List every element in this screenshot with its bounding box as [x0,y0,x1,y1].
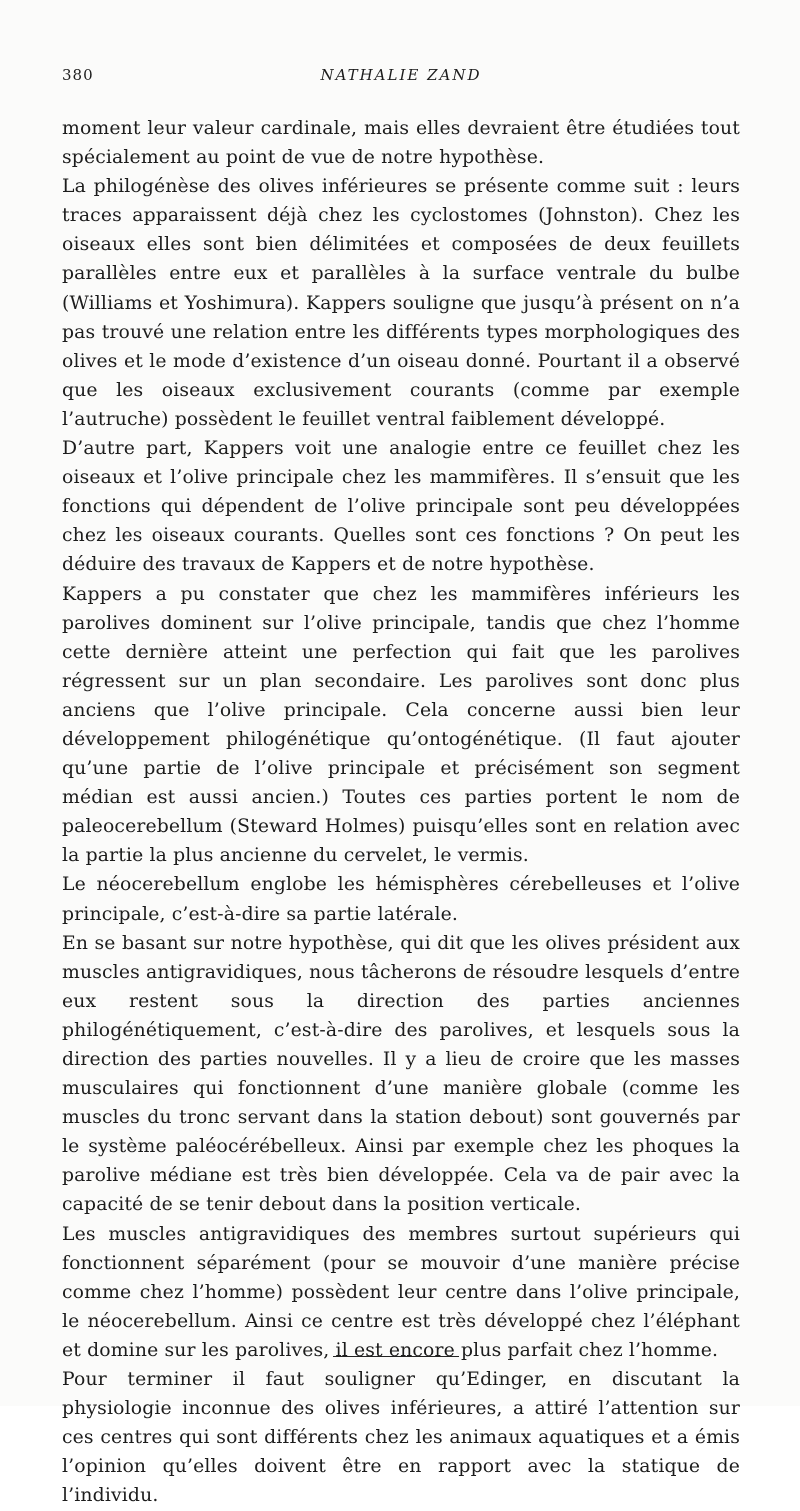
running-title: NATHALIE ZAND [320,66,482,84]
paragraph: Le néocerebellum englobe les hémisphères cérebelleuses et l’olive principale, c’est-à-dire sa partie latérale. [62,874,740,925]
end-rule [333,1356,459,1357]
body-text [62,114,740,1511]
running-head [62,66,740,90]
paragraph: Kappers a pu constater que chez les mammifères inférieurs les parolives dominent sur l’olive principale, tandis que chez l’homme cette dernière atteint une perfection qui fait que les parolives régressent sur un plan secondaire. Les parolives sont donc plus anciens que l’olive principale. Cela concerne aussi bien leur développement philogénétique qu’ontogénétique. (Il faut ajouter qu’une partie de l’olive principale et précisément son segment médian est aussi ancien.) Toutes ces parties portent le nom de paleocerebellum (Steward Holmes) puisqu’elles sont en relation avec la partie la plus ancienne du cervelet, le vermis. [62,583,740,867]
paragraph: La philogénèse des olives inférieures se présente comme suit : leurs traces apparaissent déjà chez les cyclostomes (Johnston). Chez les oiseaux elles sont bien délimitées et composées de deux feuillets parallèles entre eux et parallèles à la surface ventrale du bulbe (Williams et Yoshimura). Kappers souligne que jusqu’à présent on n’a pas trouvé une relation entre les différents types morphologiques des olives et le mode d’existence d’un oiseau donné. Pourtant il a observé que les oiseaux exclusivement courants (comme par exemple l’autruche) possèdent le feuillet ventral faiblement développé. [62,176,740,430]
paragraph: D’autre part, Kappers voit une analogie entre ce feuillet chez les oiseaux et l’olive principale chez les mammifères. Il s’ensuit que les fonctions qui dépendent de l’olive principale sont peu développées chez les oiseaux courants. Quelles sont ces fonctions ? On peut les déduire des travaux de Kappers et de notre hypothèse. [62,438,740,576]
paragraph: Pour terminer il faut souligner qu’Edinger, en discutant la physiologie inconnue des olives inférieures, a attiré l’attention sur ces centres qui sont différents chez les animaux aquatiques et a émis l’opinion qu’elles doivent être en rapport avec la statique de l’individu. [62,1369,740,1507]
page-number: 380 [62,66,94,84]
paragraph: moment leur valeur cardinale, mais elles devraient être étudiées tout spécialement au point de vue de notre hypothèse. [62,118,740,169]
paragraph: En se basant sur notre hypothèse, qui dit que les olives président aux muscles antigravidiques, nous tâcherons de résoudre lesquels d’entre eux restent sous la direction des parties anciennes philogénétiquement, c’est-à-dire des parolives, et lesquels sous la direction des parties nouvelles. Il y a lieu de croire que les masses musculaires qui fonctionnent d’une manière globale (comme les muscles du tronc servant dans la station debout) sont gouvernés par le système paléocérébelleux. Ainsi par exemple chez les phoques la parolive médiane est très bien développée. Cela va de pair avec la capacité de se tenir debout dans la position verticale. [62,932,740,1216]
paragraph: Les muscles antigravidiques des membres surtout supérieurs qui fonctionnent séparément (pour se mouvoir d’une manière précise comme chez l’homme) possèdent leur centre dans l’olive principale, le néocerebellum. Ainsi ce centre est très développé chez l’éléphant et domine sur les parolives, il est encore plus parfait chez l’homme. [62,1223,740,1361]
